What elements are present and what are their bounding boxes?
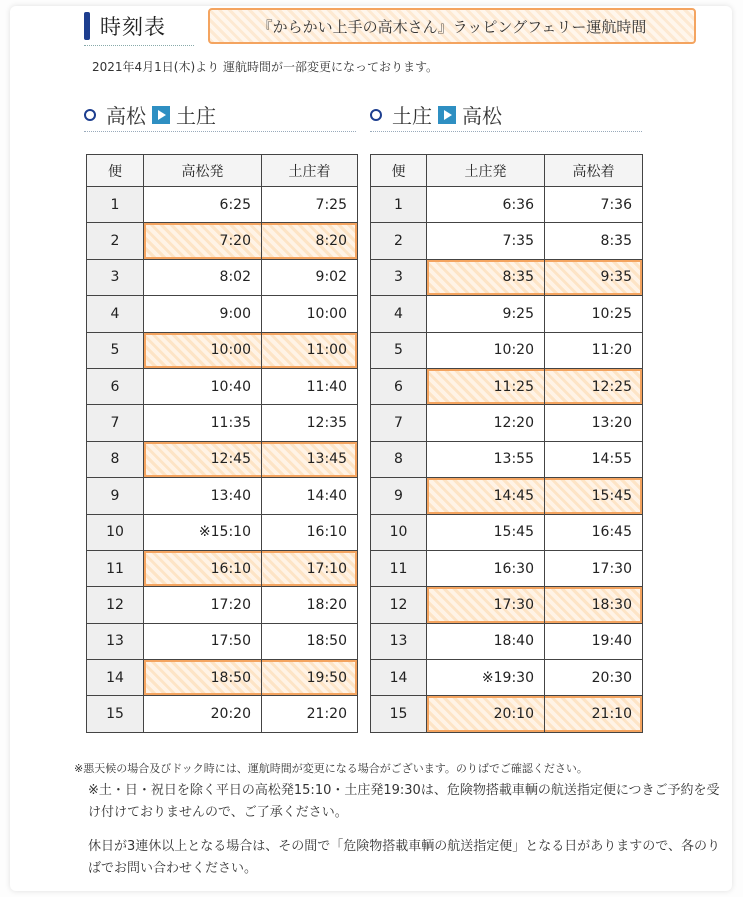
- trip-number: 9: [87, 478, 144, 514]
- table-row: [371, 514, 643, 550]
- departure-time: 17:30: [427, 587, 545, 623]
- timetable-right: [370, 154, 643, 733]
- trip-number: 13: [87, 623, 144, 659]
- trip-number: 7: [87, 405, 144, 441]
- trip-number: 12: [87, 587, 144, 623]
- arrival-time: 8:20: [262, 223, 358, 259]
- footnote-holiday: 休日が3連休以上となる場合は、その間で「危険物搭載車輌の航送指定便」となる日がありますので、各のりばでお問い合わせください。: [88, 839, 721, 876]
- table-row: [87, 332, 358, 368]
- table-row: [371, 696, 643, 732]
- departure-time: 12:20: [427, 405, 545, 441]
- trip-number: 15: [87, 696, 144, 732]
- arrival-time: 15:45: [545, 478, 643, 514]
- arrival-time: 11:00: [262, 332, 358, 368]
- trip-number: 4: [87, 296, 144, 332]
- circle-icon: [370, 109, 382, 121]
- col-header-arrival: 高松着: [545, 155, 643, 187]
- arrival-time: 9:35: [545, 259, 643, 295]
- table-row: [371, 332, 643, 368]
- col-header-number: 便: [371, 155, 427, 187]
- departure-time: 9:00: [144, 296, 262, 332]
- arrival-time: 17:30: [545, 550, 643, 586]
- table-row: [87, 223, 358, 259]
- table-row: [371, 550, 643, 586]
- route-right-to: 高松: [462, 104, 502, 128]
- arrival-time: 18:30: [545, 587, 643, 623]
- departure-time: 18:40: [427, 623, 545, 659]
- table-row: [371, 187, 643, 223]
- table-row: [371, 296, 643, 332]
- table-header-row: [87, 155, 358, 187]
- arrival-time: 12:25: [545, 368, 643, 404]
- table-row: [371, 368, 643, 404]
- trip-number: 8: [371, 441, 427, 477]
- col-header-number: 便: [87, 155, 144, 187]
- trip-number: 3: [87, 259, 144, 295]
- arrival-time: 19:40: [545, 623, 643, 659]
- trip-number: 14: [87, 660, 144, 696]
- departure-time: 7:20: [144, 223, 262, 259]
- departure-time: 13:55: [427, 441, 545, 477]
- trip-number: 11: [371, 550, 427, 586]
- trip-number: 14: [371, 660, 427, 696]
- departure-time: ※15:10: [144, 514, 262, 550]
- table-row: [87, 187, 358, 223]
- table-row: [371, 441, 643, 477]
- departure-time: 20:20: [144, 696, 262, 732]
- departure-time: 17:20: [144, 587, 262, 623]
- table-row: [87, 296, 358, 332]
- departure-time: 15:45: [427, 514, 545, 550]
- table-row: [87, 514, 358, 550]
- arrival-time: 16:45: [545, 514, 643, 550]
- route-left-underline: [84, 131, 356, 132]
- col-header-arrival: 土庄着: [262, 155, 358, 187]
- arrival-time: 17:10: [262, 550, 358, 586]
- trip-number: 11: [87, 550, 144, 586]
- departure-time: 6:25: [144, 187, 262, 223]
- departure-time: 10:40: [144, 368, 262, 404]
- arrival-time: 21:10: [545, 696, 643, 732]
- arrival-time: 18:20: [262, 587, 358, 623]
- trip-number: 2: [371, 223, 427, 259]
- table-row: [87, 660, 358, 696]
- trip-number: 7: [371, 405, 427, 441]
- trip-number: 1: [371, 187, 427, 223]
- arrival-time: 10:25: [545, 296, 643, 332]
- trip-number: 6: [87, 368, 144, 404]
- table-row: [87, 441, 358, 477]
- departure-time: 11:35: [144, 405, 262, 441]
- trip-number: 12: [371, 587, 427, 623]
- table-row: [371, 259, 643, 295]
- page-title: [84, 8, 166, 44]
- arrival-time: 8:35: [545, 223, 643, 259]
- table-row: [87, 478, 358, 514]
- arrival-time: 12:35: [262, 405, 358, 441]
- footnote-weather: ※悪天候の場合及びドック時には、運航時間が変更になる場合がございます。のりばでご確認ください。: [74, 762, 588, 775]
- arrival-time: 19:50: [262, 660, 358, 696]
- table-row: [87, 259, 358, 295]
- trip-number: 4: [371, 296, 427, 332]
- table-row: [371, 478, 643, 514]
- trip-number: 10: [371, 514, 427, 550]
- arrival-time: 9:02: [262, 259, 358, 295]
- timetable-left: [86, 154, 358, 733]
- departure-time: 20:10: [427, 696, 545, 732]
- trip-number: 6: [371, 368, 427, 404]
- arrival-time: 11:40: [262, 368, 358, 404]
- col-header-departure: 高松発: [144, 155, 262, 187]
- route-right: [370, 100, 502, 129]
- departure-time: 12:45: [144, 441, 262, 477]
- table-row: [371, 587, 643, 623]
- footnote-hazard: ※土・日・祝日を除く平日の高松発15:10・土庄発19:30は、危険物搭載車輌の航送指定便につきご予約を受け付けておりませんので、ご了承ください。: [88, 783, 720, 820]
- departure-time: 8:02: [144, 259, 262, 295]
- arrival-time: 10:00: [262, 296, 358, 332]
- trip-number: 5: [87, 332, 144, 368]
- route-left: [84, 100, 216, 129]
- table-header-row: [371, 155, 643, 187]
- departure-time: ※19:30: [427, 660, 545, 696]
- title-underline: [84, 45, 194, 46]
- table-row: [371, 660, 643, 696]
- circle-icon: [84, 109, 96, 121]
- departure-time: 16:30: [427, 550, 545, 586]
- arrow-right-icon: [152, 106, 170, 124]
- title-text: 時刻表: [100, 15, 166, 39]
- trip-number: 15: [371, 696, 427, 732]
- table-row: [87, 368, 358, 404]
- arrow-right-icon: [438, 106, 456, 124]
- notice-text: 2021年4月1日(木)より 運航時間が一部変更になっております。: [92, 60, 439, 74]
- departure-time: 6:36: [427, 187, 545, 223]
- departure-time: 17:50: [144, 623, 262, 659]
- departure-time: 9:25: [427, 296, 545, 332]
- route-right-from: 土庄: [392, 104, 432, 128]
- departure-time: 10:20: [427, 332, 545, 368]
- departure-time: 11:25: [427, 368, 545, 404]
- table-row: [371, 223, 643, 259]
- arrival-time: 16:10: [262, 514, 358, 550]
- arrival-time: 21:20: [262, 696, 358, 732]
- table-row: [87, 405, 358, 441]
- route-left-from: 高松: [106, 104, 146, 128]
- arrival-time: 14:55: [545, 441, 643, 477]
- arrival-time: 18:50: [262, 623, 358, 659]
- table-row: [371, 405, 643, 441]
- trip-number: 2: [87, 223, 144, 259]
- arrival-time: 11:20: [545, 332, 643, 368]
- arrival-time: 7:25: [262, 187, 358, 223]
- departure-time: 7:35: [427, 223, 545, 259]
- arrival-time: 13:20: [545, 405, 643, 441]
- table-row: [87, 623, 358, 659]
- banner: 『からかい上手の高木さん』ラッピングフェリー運航時間: [208, 8, 696, 44]
- table-row: [87, 587, 358, 623]
- trip-number: 10: [87, 514, 144, 550]
- trip-number: 5: [371, 332, 427, 368]
- departure-time: 14:45: [427, 478, 545, 514]
- departure-time: 18:50: [144, 660, 262, 696]
- route-left-to: 土庄: [176, 104, 216, 128]
- arrival-time: 7:36: [545, 187, 643, 223]
- route-right-underline: [370, 131, 642, 132]
- arrival-time: 14:40: [262, 478, 358, 514]
- trip-number: 3: [371, 259, 427, 295]
- table-row: [87, 550, 358, 586]
- departure-time: 10:00: [144, 332, 262, 368]
- departure-time: 16:10: [144, 550, 262, 586]
- departure-time: 13:40: [144, 478, 262, 514]
- arrival-time: 13:45: [262, 441, 358, 477]
- departure-time: 8:35: [427, 259, 545, 295]
- trip-number: 1: [87, 187, 144, 223]
- col-header-departure: 土庄発: [427, 155, 545, 187]
- table-row: [371, 623, 643, 659]
- table-row: [87, 696, 358, 732]
- arrival-time: 20:30: [545, 660, 643, 696]
- title-accent-bar: [84, 12, 90, 40]
- trip-number: 8: [87, 441, 144, 477]
- trip-number: 9: [371, 478, 427, 514]
- trip-number: 13: [371, 623, 427, 659]
